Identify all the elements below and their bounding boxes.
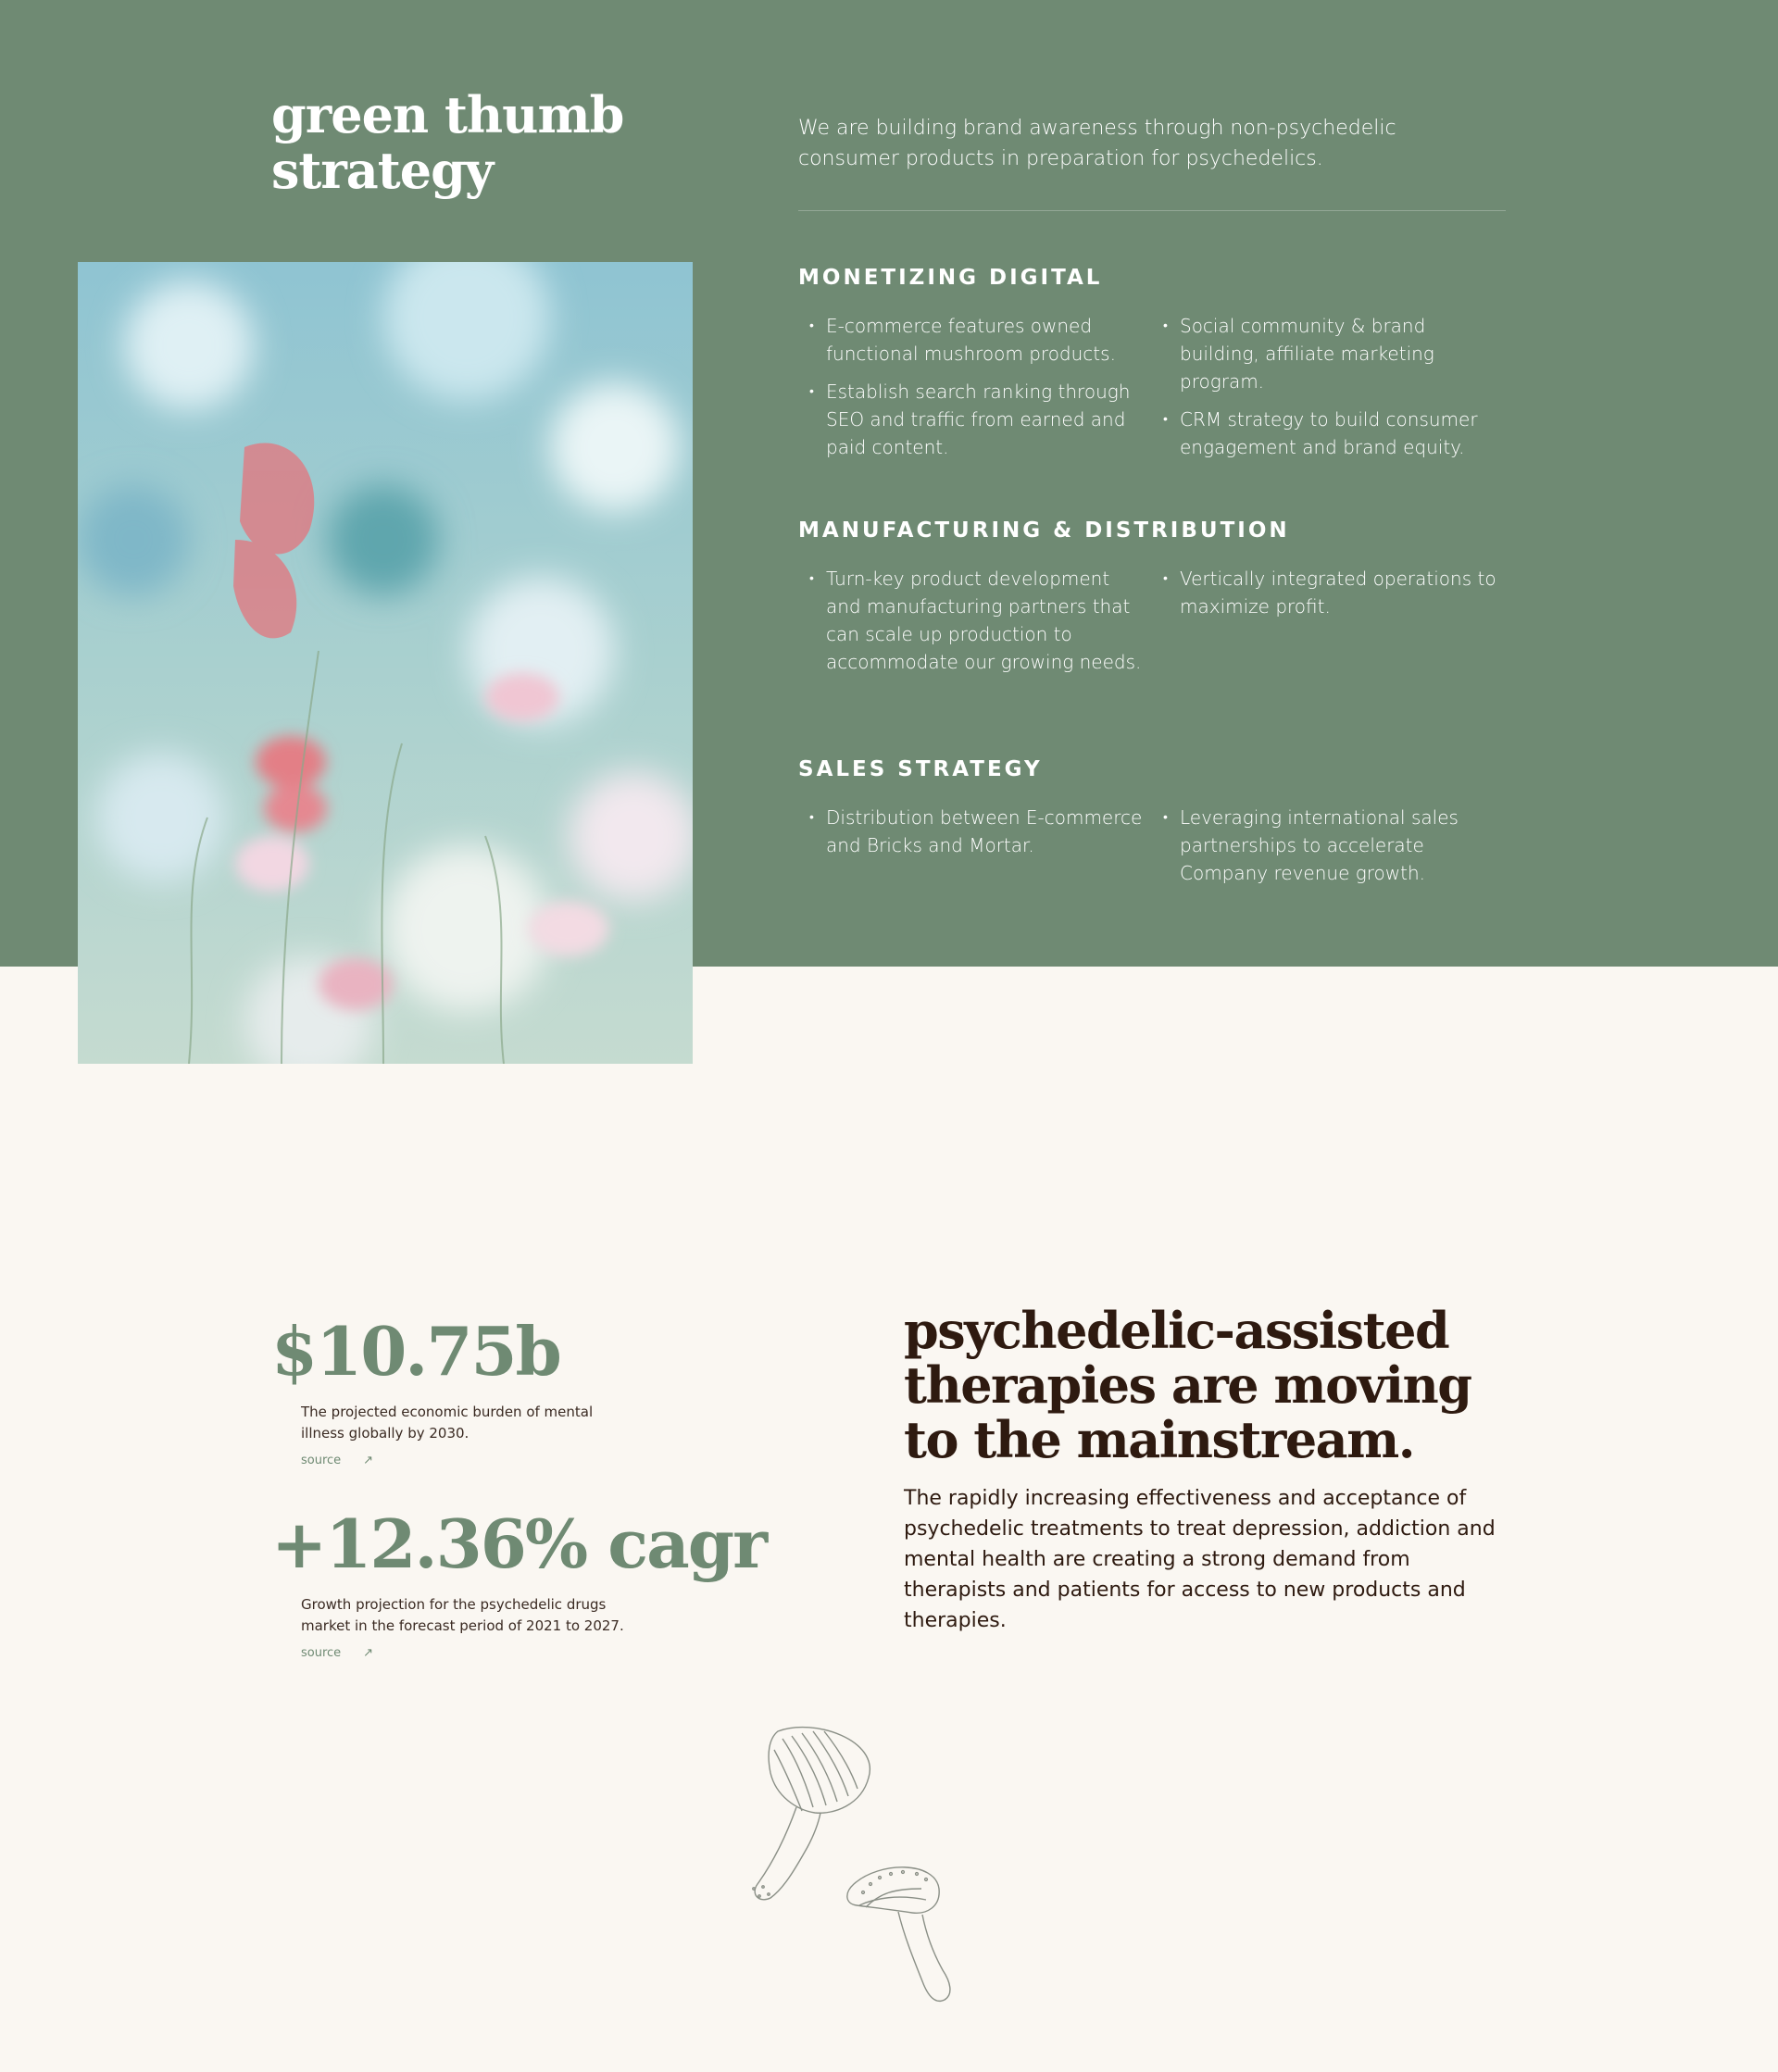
mainstream-body: The rapidly increasing effectiveness and acceptance of psychedelic treatments to treat depression, addiction and mental health are creating a strong demand from therapists and patients for access to new products and therapies. (904, 1487, 1496, 1632)
list-item: • Turn-key product development and manufacturing partners that can scale up production to accommodate our growing needs. (798, 565, 1143, 676)
list-item: • Establish search ranking through SEO and traffic from earned and paid content. (798, 378, 1143, 461)
section-manufacturing-distribution (798, 517, 1506, 686)
mushroom-illustration (741, 1722, 982, 2018)
source-label: source (301, 1454, 342, 1467)
arrow-up-right-icon: ↗ (363, 1454, 374, 1467)
list-item: • Social community & brand building, affiliate marketing program. (1152, 312, 1496, 395)
source-label: source (301, 1646, 342, 1660)
stat-description: Growth projection for the psychedelic drugs market in the forecast period of 2021 to 2027. (301, 1596, 624, 1634)
mushroom-top-icon (753, 1728, 870, 1900)
mainstream-headline: psychedelic-assisted therapies are moving to the mainstream. (904, 1301, 1471, 1469)
section-heading: MANUFACTURING & DISTRIBUTION (798, 518, 1290, 543)
source-link[interactable] (301, 1646, 766, 1660)
strategy-title: green thumb strategy (271, 85, 624, 200)
strategy-intro: We are building brand awareness through non-psychedelic consumer products in preparation for psychedelics. (798, 117, 1396, 170)
mushroom-bottom-icon (847, 1867, 950, 2002)
stat-economic-burden (271, 1312, 634, 1467)
section-monetizing-digital (798, 264, 1506, 471)
stat-value: $10.75b (271, 1312, 560, 1391)
wildflower-photo (78, 262, 693, 1064)
section-heading: MONETIZING DIGITAL (798, 266, 1103, 290)
stat-value: +12.36% cagr (271, 1504, 767, 1583)
divider (798, 210, 1506, 211)
section-heading: SALES STRATEGY (798, 757, 1043, 781)
section-sales-strategy (798, 755, 1506, 897)
stat-cagr (271, 1504, 767, 1660)
list-item: • CRM strategy to build consumer engagement and brand equity. (1152, 406, 1496, 461)
list-item: • Vertically integrated operations to maximize profit. (1152, 565, 1496, 620)
list-item: • E-commerce features owned functional mushroom products. (798, 312, 1143, 368)
arrow-up-right-icon: ↗ (363, 1646, 374, 1660)
list-item: • Distribution between E-commerce and Bricks and Mortar. (798, 804, 1143, 859)
source-link[interactable] (301, 1454, 634, 1467)
stat-description: The projected economic burden of mental illness globally by 2030. (301, 1404, 594, 1442)
list-item: • Leveraging international sales partnerships to accelerate Company revenue growth. (1152, 804, 1496, 887)
